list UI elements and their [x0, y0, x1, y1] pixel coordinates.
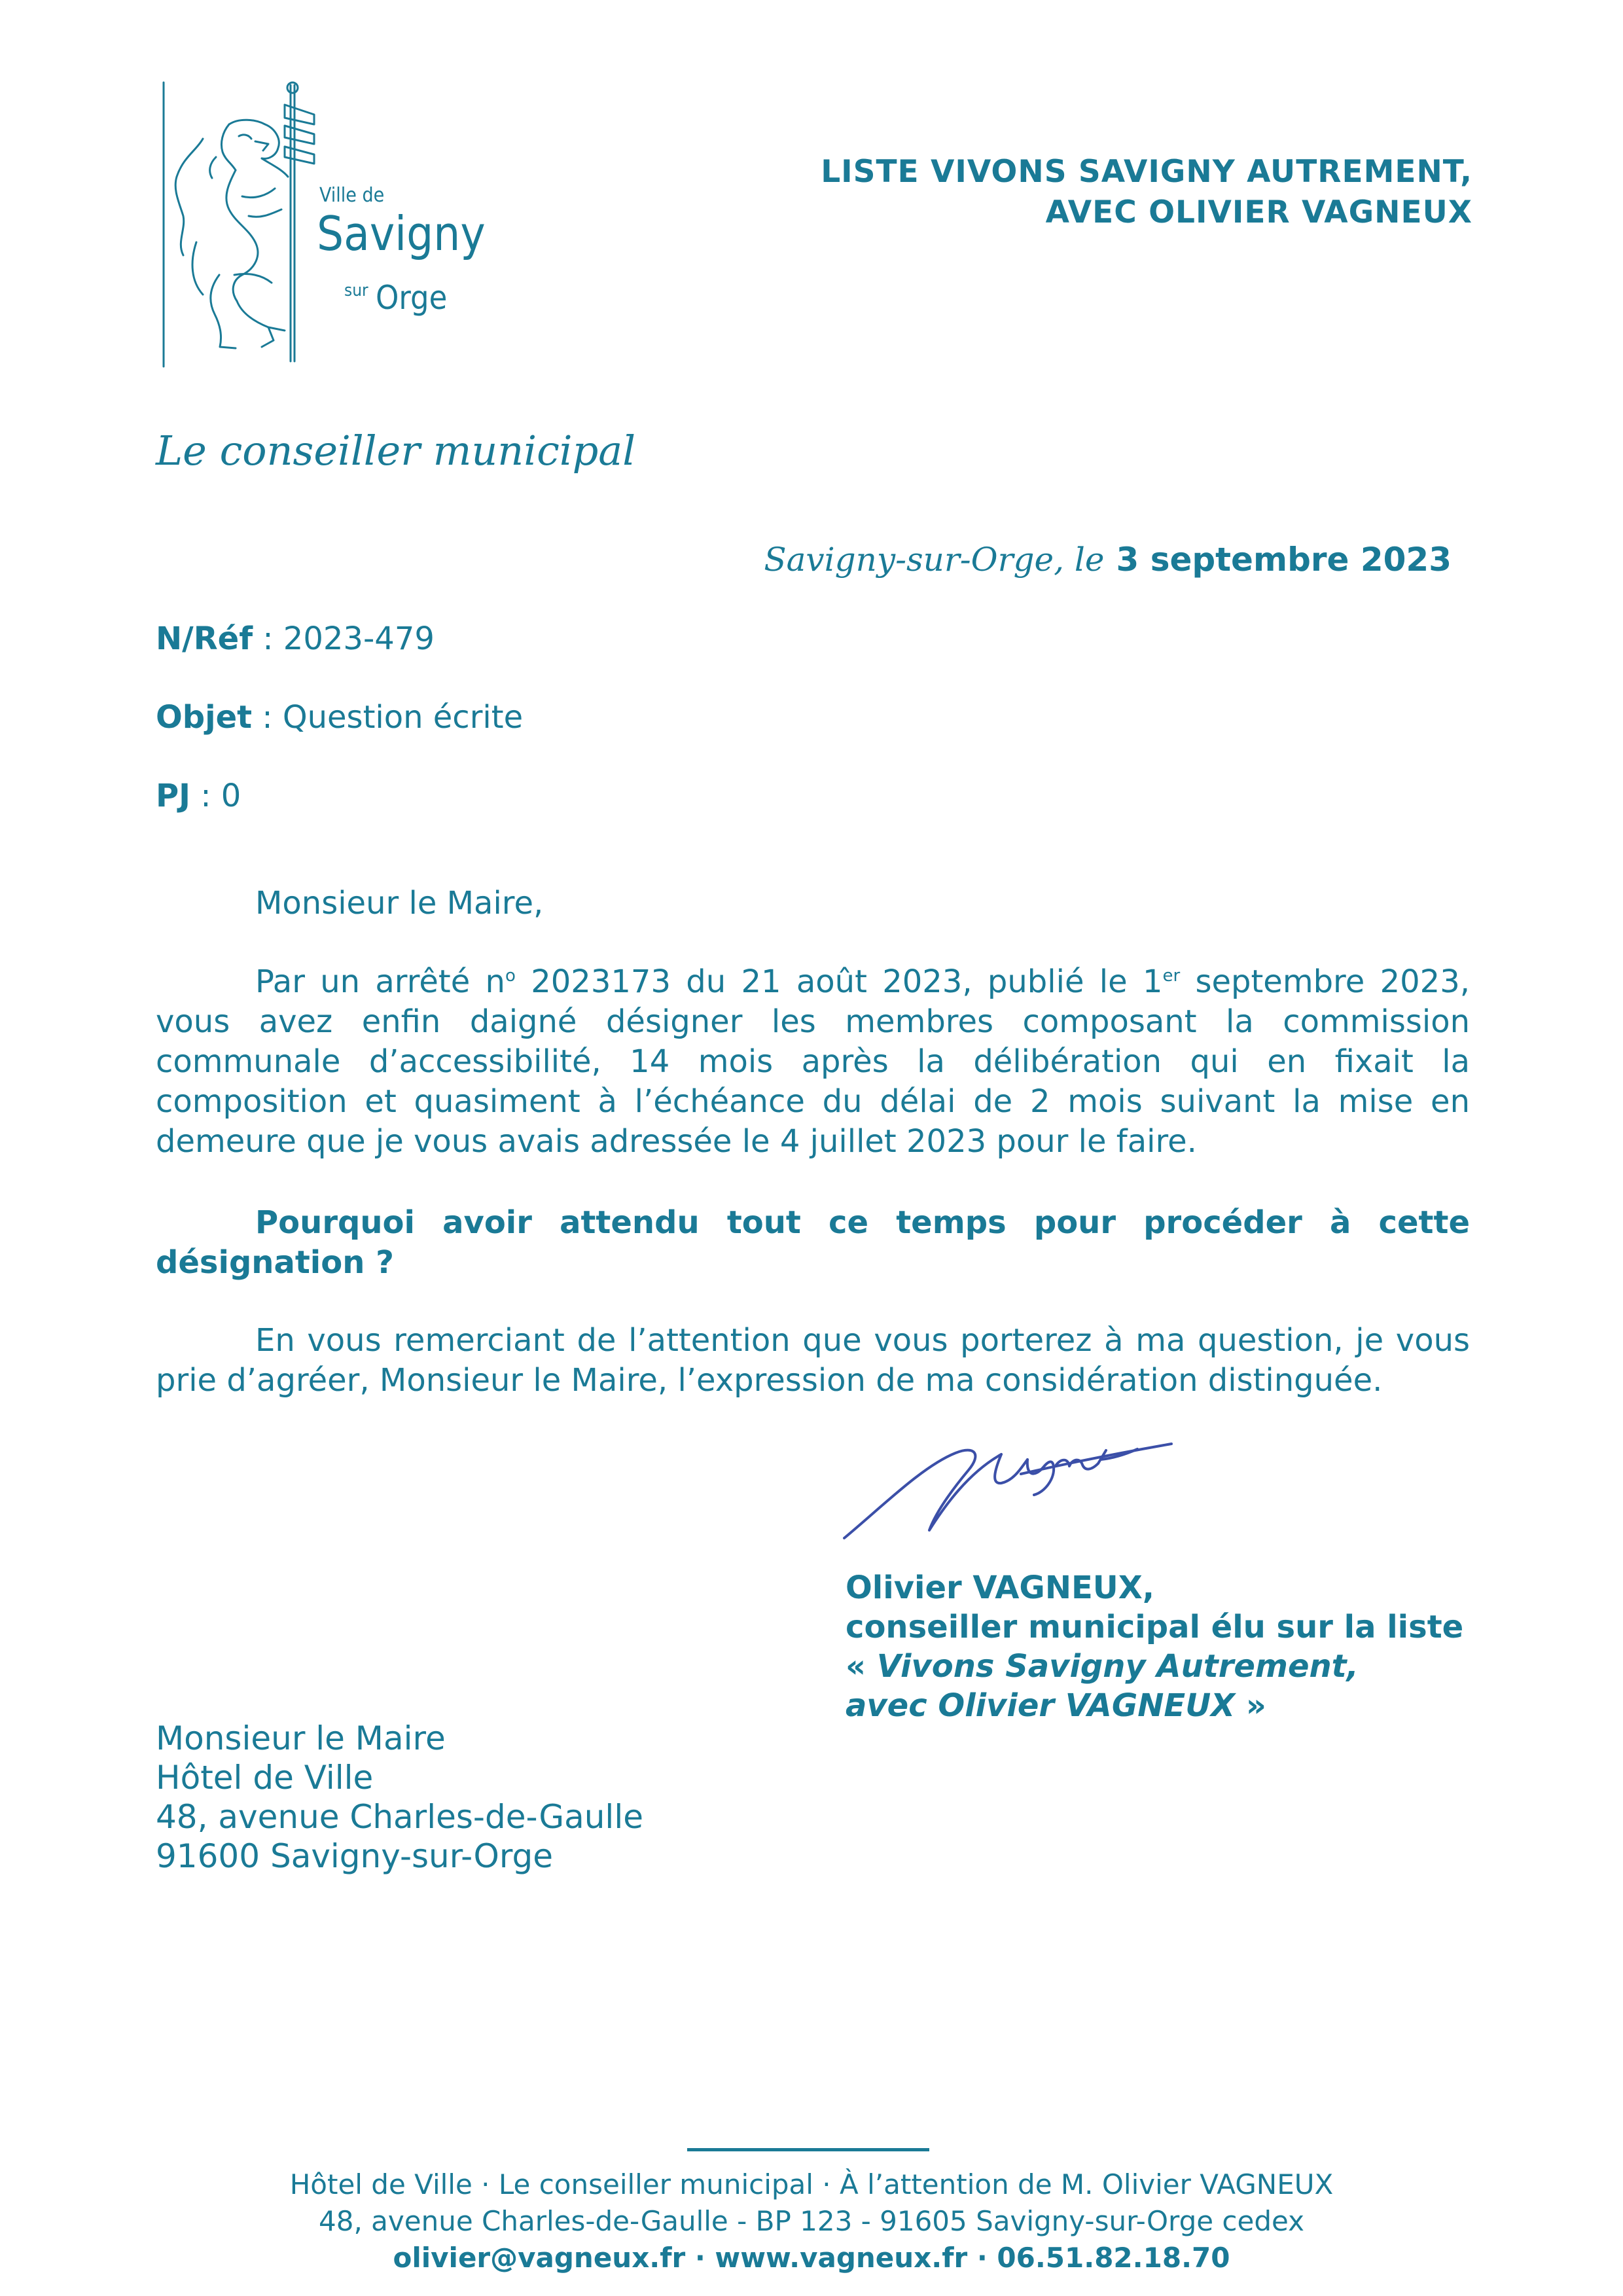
footer-divider: [687, 2148, 929, 2151]
recipient-line1: Monsieur le Maire: [156, 1719, 446, 1757]
list-title-line2: AVEC OLIVIER VAGNEUX: [1045, 194, 1472, 230]
recipient-line4: 91600 Savigny-sur-Orge: [156, 1837, 554, 1875]
footer: [0, 2166, 1623, 2276]
paragraph-main-part-b: 2023173 du 21 août 2023, publié le 1: [515, 963, 1163, 1000]
paragraph-main-part-c: septembre 2023, vous avez enfin daigné désigner les membres composant la commission communale d’accessibilité, 14 mois après la délibération qui en fixait la composition et quasiment à l’échéance du délai de 2 mois suivant la mise en demeure que je vous avais adressée le 4 juillet 2023 pour le faire.: [156, 963, 1470, 1160]
logo-text-orge: Orge: [376, 279, 448, 317]
footer-contact: olivier@vagneux.fr · www.vagneux.fr · 06.51.82.18.70: [393, 2242, 1230, 2274]
list-title-line1: LISTE VIVONS SAVIGNY AUTREMENT,: [821, 154, 1472, 190]
recipient-line3: 48, avenue Charles-de-Gaulle: [156, 1798, 643, 1836]
attachments-line: [156, 778, 241, 814]
object-value: : Question écrite: [262, 699, 524, 736]
attachments-label: PJ: [156, 778, 191, 814]
superscript-o: o: [505, 966, 516, 986]
signatory-list-line2: [846, 1686, 1463, 1725]
logo-text-savigny: Savigny: [317, 206, 484, 261]
dateline-date: 3 septembre 2023: [1116, 541, 1452, 579]
logo-text-ville-de: Ville de: [319, 184, 385, 207]
object-line: [156, 699, 523, 736]
signatory-block: [846, 1568, 1463, 1725]
question-paragraph: Pourquoi avoir attendu tout ce temps pour procéder à cette désignation ?: [156, 1204, 1470, 1281]
quote-open: «: [846, 1648, 877, 1685]
signatory-title: conseiller municipal élu sur la liste: [846, 1609, 1464, 1645]
author-role: Le conseiller municipal: [156, 427, 636, 475]
closing-paragraph: En vous remerciant de l’attention que vous porterez à ma question, je vous prie d’agréer, Monsieur le Maire, l’expression de ma considération distinguée.: [156, 1322, 1470, 1399]
quote-close: »: [1235, 1687, 1266, 1724]
signatory-list-name-part1: Vivons Savigny Autrement,: [876, 1648, 1359, 1685]
recipient-line2: Hôtel de Ville: [156, 1759, 374, 1797]
paragraph-main: [156, 962, 1470, 1162]
list-title: [821, 152, 1472, 233]
reference-label: N/Réf: [156, 620, 253, 657]
salutation: Monsieur le Maire,: [255, 885, 544, 922]
superscript-er: er: [1162, 966, 1181, 986]
signatory-name: Olivier VAGNEUX,: [846, 1570, 1155, 1606]
object-label: Objet: [156, 699, 253, 736]
signature-text: Vagneux: [805, 1407, 808, 1408]
dateline-place: Savigny-sur-Orge, le: [764, 541, 1105, 579]
signatory-list-line1: [846, 1647, 1463, 1686]
city-logo: [157, 79, 484, 373]
lion-with-staff-crest-icon: [157, 79, 484, 373]
signature: [805, 1407, 1198, 1564]
dateline: [764, 541, 1452, 579]
handwritten-signature-icon: [805, 1407, 1198, 1564]
reference-line: [156, 620, 435, 657]
logo-text-sur: sur: [344, 281, 368, 300]
footer-line1: Hôtel de Ville · Le conseiller municipal · À l’attention de M. Olivier VAGNEUX: [289, 2168, 1334, 2200]
reference-value: : 2023-479: [262, 620, 435, 657]
footer-line2: 48, avenue Charles-de-Gaulle - BP 123 - 91605 Savigny-sur-Orge cedex: [319, 2205, 1304, 2237]
recipient-address: [156, 1719, 643, 1876]
attachments-value: : 0: [200, 778, 241, 814]
paragraph-main-part-a: Par un arrêté n: [255, 963, 505, 1000]
signatory-list-name-part2: avec Olivier VAGNEUX: [846, 1687, 1236, 1724]
